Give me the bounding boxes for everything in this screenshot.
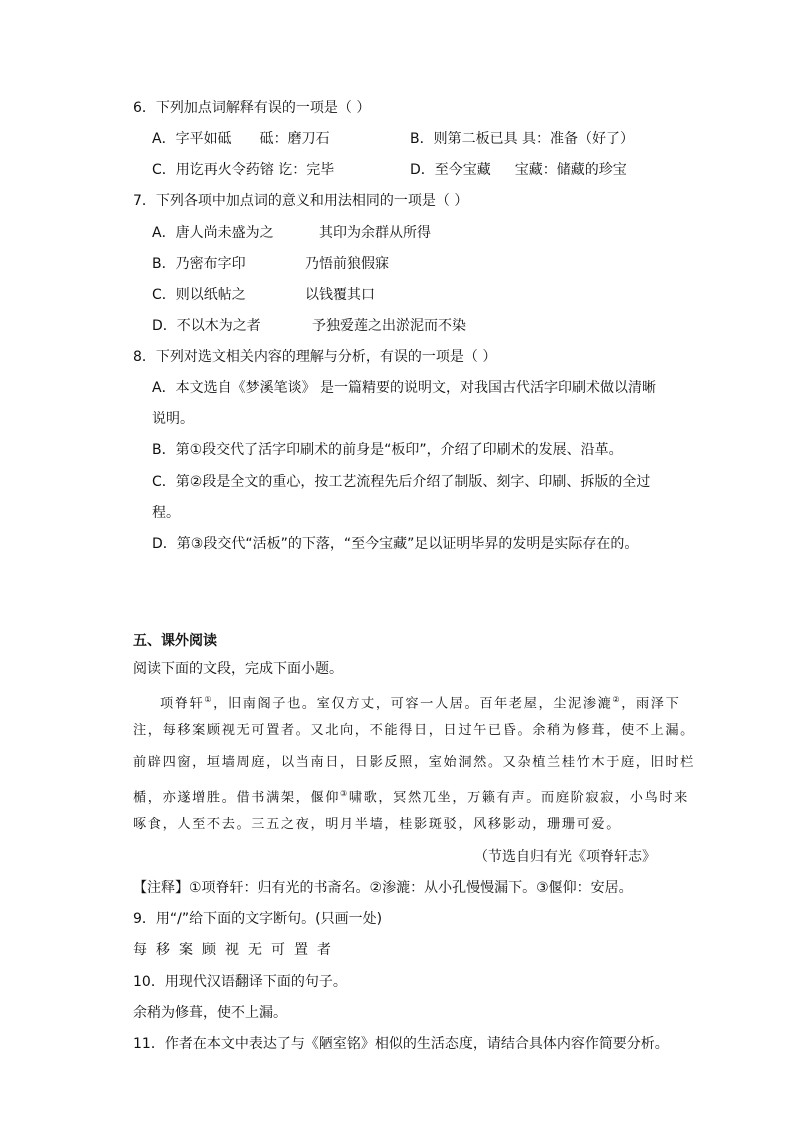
passage-text: ，雨泽下	[621, 696, 681, 712]
q7-option-a-right: 其印为余群从所得	[319, 225, 431, 241]
q7-option-a	[152, 223, 274, 243]
q8-option-c-line2: 程。	[152, 505, 180, 521]
note-marker-1: ①	[204, 695, 214, 704]
q11-stem: 11．作者在本文中表达了与《陋室铭》相似的生活态度，请结合具体内容作简要分析。	[133, 1036, 669, 1052]
q6-option-d-text: D．至今宝藏	[410, 162, 491, 178]
q6-option-a-gloss: 砥：磨刀石	[259, 131, 330, 147]
note-marker-3: ③	[340, 789, 349, 798]
passage-text: ，旧南阁子也。室仅方丈，可容一人居。百年老屋，尘泥渗漉	[213, 696, 613, 712]
passage-line-2: 注，每移案顾视无可置者。又北向，不能得日，日过午已昏。余稍为修葺，使不上漏。	[133, 723, 695, 738]
note-marker-2: ②	[612, 695, 622, 704]
passage-text: 项脊轩	[160, 696, 205, 712]
q8-option-b: B．第①段交代了活字印刷术的前身是“板印”，介绍了印刷术的发展、沿革。	[152, 442, 623, 458]
q7-option-c-right: 以钱覆其口	[305, 287, 375, 303]
q9-text: 每移案顾视无可置者	[133, 942, 340, 958]
q10-text: 余稍为修葺，使不上漏。	[133, 1005, 287, 1021]
q9-stem: 9．用“/”给下面的文字断句。(只画一处)	[133, 911, 383, 927]
q7-option-b-right: 乃悟前狼假寐	[305, 256, 389, 272]
q8-stem: 8．下列对选文相关内容的理解与分析，有误的一项是（ ）	[133, 349, 497, 365]
q6-stem: 6．下列加点词解释有误的一项是（ ）	[133, 100, 371, 116]
passage-text: 啸歌，冥然兀坐，万籁有声。而庭阶寂寂，小鸟时来	[348, 790, 689, 806]
passage-line-5: 啄食，人至不去。三五之夜，明月半墙，桂影斑驳，风移影动，珊珊可爱。	[133, 817, 621, 832]
q6-option-d-gloss: 宝藏：储藏的珍宝	[514, 162, 627, 178]
q6-option-a	[152, 129, 330, 149]
q8-option-a-line1: A．本文选自《梦溪笔谈》 是一篇精要的说明文，对我国古代活字印刷术做以清晰	[152, 380, 657, 396]
passage-source: （节选自归有光《项脊轩志》	[474, 849, 656, 865]
q7-option-d-right: 予独爱莲之出淤泥而不染	[312, 318, 466, 334]
q7-option-b-left: B．乃密布字印	[152, 256, 246, 272]
q8-option-c-line1: C．第②段是全文的重心，按工艺流程先后介绍了制版、刻字、印刷、拆版的全过	[152, 474, 651, 490]
q8-option-d: D．第③段交代“活板”的下落，“至今宝藏”足以证明毕昇的发明是实际存在的。	[152, 536, 639, 552]
section-title: 五、课外阅读	[133, 633, 217, 649]
q7-option-c-left: C．则以纸帖之	[152, 287, 246, 303]
passage-text: 楯，亦遂增胜。借书满架，偃仰	[133, 790, 341, 806]
section-instruction: 阅读下面的文段，完成下面小题。	[133, 661, 343, 677]
passage-line-3: 前辟四窗，垣墙周庭，以当南日，日影反照，室始洞然。又杂植兰桂竹木于庭，旧时栏	[133, 755, 695, 770]
annotation-text: 【注释】①项脊轩：归有光的书斋名。②渗漉：从小孔慢慢漏下。③偃仰：安居。	[133, 880, 633, 896]
q6-option-a-text: A．字平如砥	[152, 131, 232, 147]
q6-option-c: C．用讫再火令药镕 讫：完毕	[152, 162, 335, 178]
q6-option-d	[410, 160, 627, 180]
q8-option-a-line2: 说明。	[152, 411, 194, 427]
q6-option-b: B．则第二板已具 具：准备（好了）	[410, 131, 635, 147]
q10-stem: 10．用现代汉语翻译下面的句子。	[133, 974, 347, 990]
annotation-note	[133, 878, 633, 898]
passage-line-1	[160, 690, 680, 714]
q7-option-a-left: A．唐人尚未盛为之	[152, 225, 274, 241]
q7-option-d-left: D．不以木为之者	[152, 318, 261, 334]
q7-stem: 7．下列各项中加点词的意义和用法相同的一项是（ ）	[133, 193, 469, 209]
passage-line-4	[133, 784, 689, 808]
